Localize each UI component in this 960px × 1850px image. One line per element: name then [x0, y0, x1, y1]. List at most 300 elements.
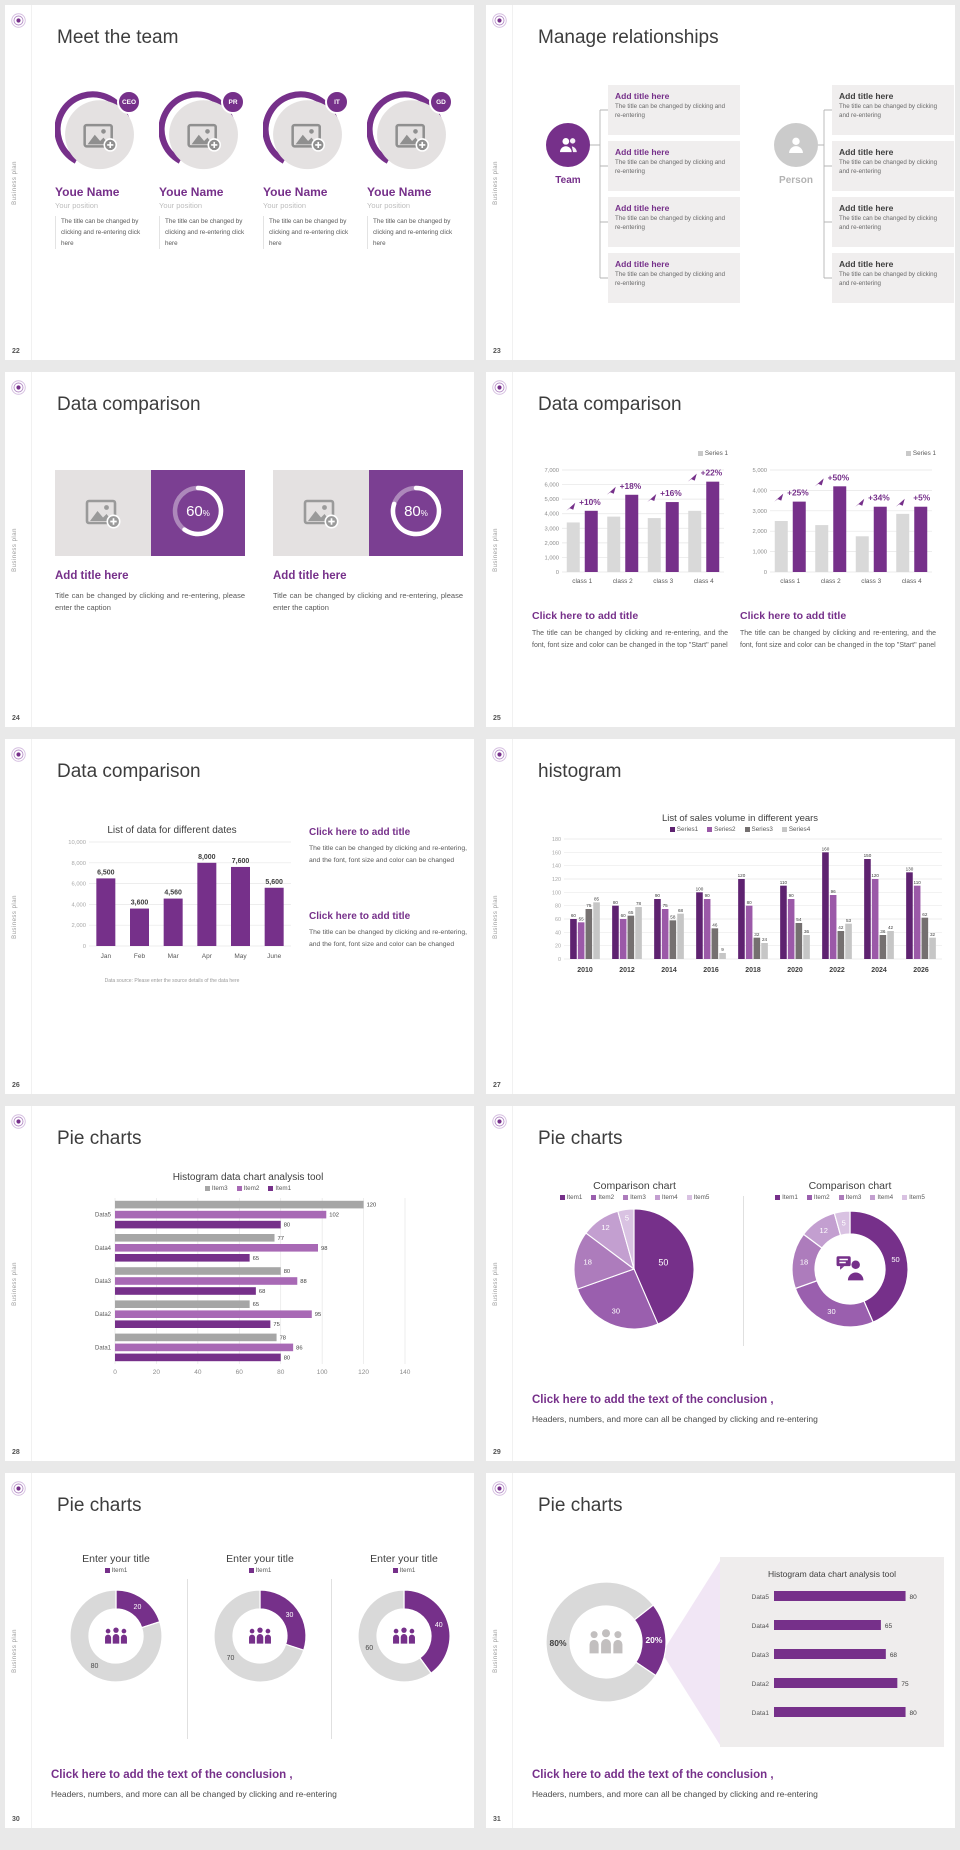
brand-logo-icon	[11, 1481, 26, 1496]
svg-text:Data2: Data2	[94, 1312, 111, 1319]
svg-text:24: 24	[761, 937, 768, 943]
svg-text:88: 88	[300, 1279, 307, 1285]
page-number: 27	[493, 1082, 501, 1089]
svg-text:4,560: 4,560	[164, 889, 182, 897]
svg-text:6,500: 6,500	[97, 869, 115, 877]
svg-text:75: 75	[662, 903, 668, 909]
svg-text:80: 80	[283, 1222, 291, 1229]
svg-text:class 1: class 1	[572, 578, 593, 585]
svg-text:80: 80	[746, 899, 752, 905]
slide-title: Pie charts	[57, 1495, 142, 1516]
slide-thumbnail-24[interactable]	[5, 372, 474, 727]
svg-text:54: 54	[796, 917, 802, 923]
slide-title: Meet the team	[57, 27, 179, 48]
svg-text:5: 5	[624, 1213, 630, 1223]
avatar	[55, 91, 139, 175]
svg-text:78: 78	[279, 1335, 287, 1342]
member-position: Your position	[263, 201, 307, 210]
svg-text:0: 0	[558, 957, 561, 963]
brand-logo-icon	[492, 1481, 507, 1496]
svg-text:32: 32	[929, 931, 936, 937]
svg-text:102: 102	[329, 1212, 339, 1219]
slide-title: Data comparison	[538, 394, 682, 415]
item-title: Add title here	[615, 203, 670, 213]
svg-text:3,600: 3,600	[130, 899, 149, 907]
item-body: The title can be changed by clicking and re-entering	[839, 103, 938, 119]
svg-text:46: 46	[712, 922, 718, 928]
svg-text:class 1: class 1	[780, 578, 801, 585]
svg-text:40: 40	[194, 1369, 202, 1376]
svg-text:+10%: +10%	[579, 496, 601, 507]
svg-text:86: 86	[296, 1345, 303, 1352]
svg-text:80: 80	[909, 1710, 917, 1717]
member-name: Youe Name	[367, 185, 432, 199]
svg-text:6,000: 6,000	[71, 881, 86, 888]
svg-text:+22%: +22%	[700, 467, 723, 478]
svg-text:50: 50	[658, 1257, 669, 1268]
svg-text:2,000: 2,000	[544, 540, 559, 547]
svg-text:30: 30	[611, 1306, 621, 1316]
conclusion-title: Click here to add the text of the conclusion ,	[532, 1769, 774, 1781]
svg-text:3,000: 3,000	[752, 508, 767, 515]
svg-text:60: 60	[570, 913, 577, 919]
member-description: The title can be changed by clicking and re-entering click here	[263, 216, 355, 249]
svg-text:110: 110	[913, 879, 921, 885]
svg-text:95: 95	[314, 1312, 322, 1319]
conclusion-body: Headers, numbers, and more can all be changed by clicking and re-entering	[532, 1789, 818, 1799]
svg-text:60: 60	[620, 913, 626, 919]
svg-text:180: 180	[552, 837, 561, 843]
slide-title: Data comparison	[57, 761, 201, 782]
member-position: Your position	[159, 201, 203, 210]
svg-text:Mar: Mar	[167, 953, 179, 960]
brand-logo-icon	[11, 13, 26, 28]
svg-text:Data5: Data5	[751, 1594, 769, 1601]
image-placeholder-icon	[55, 470, 151, 556]
stat-card	[273, 470, 463, 556]
slide-title: Pie charts	[538, 1495, 623, 1516]
slide-title: histogram	[538, 761, 622, 782]
svg-text:class 4: class 4	[901, 578, 922, 585]
relationship-item	[608, 141, 740, 191]
team-member-card	[55, 91, 147, 249]
svg-text:80%: 80%	[404, 502, 428, 520]
member-name: Youe Name	[55, 185, 120, 199]
svg-text:Jan: Jan	[100, 953, 112, 960]
svg-text:Apr: Apr	[201, 953, 212, 960]
donut-chart-3: Enter your title Item1 40 60	[337, 1553, 471, 1701]
relationship-item	[608, 197, 740, 247]
brand-logo-icon	[11, 380, 26, 395]
svg-text:30: 30	[285, 1612, 294, 1620]
svg-text:68: 68	[889, 1652, 898, 1659]
item-body: The title can be changed by clicking and re-entering	[839, 159, 938, 175]
rail-label: Business plan	[493, 160, 499, 205]
svg-text:4,000: 4,000	[544, 511, 559, 518]
svg-text:18: 18	[799, 1257, 809, 1267]
vertical-divider	[187, 1579, 188, 1739]
brand-logo-icon	[492, 380, 507, 395]
slide-rail	[5, 739, 32, 1094]
svg-text:class 3: class 3	[861, 578, 882, 585]
vertical-divider	[743, 1196, 744, 1346]
slide-rail	[486, 1106, 513, 1461]
svg-text:2016: 2016	[703, 967, 719, 974]
person-label: Person	[779, 175, 813, 186]
slide-rail	[5, 372, 32, 727]
svg-text:+50%: +50%	[827, 472, 850, 483]
svg-text:2014: 2014	[661, 967, 677, 974]
item-body: The title can be changed by clicking and re-entering	[839, 271, 938, 287]
svg-text:75: 75	[273, 1322, 280, 1329]
svg-text:90: 90	[704, 893, 710, 899]
svg-text:160: 160	[552, 850, 561, 857]
role-badge: IT	[325, 90, 349, 114]
svg-text:10,000: 10,000	[68, 840, 86, 846]
slide-rail	[486, 5, 513, 360]
svg-text:68: 68	[258, 1289, 266, 1295]
slide-title: Data comparison	[57, 394, 201, 415]
svg-text:class 4: class 4	[693, 578, 714, 585]
slide-rail	[486, 739, 513, 1094]
svg-text:80: 80	[612, 899, 619, 905]
rail-label: Business plan	[12, 527, 18, 572]
svg-text:90: 90	[654, 893, 661, 899]
image-placeholder-icon	[263, 162, 347, 179]
page-number: 22	[12, 348, 20, 355]
member-description: The title can be changed by clicking and re-entering click here	[159, 216, 251, 249]
relationship-item	[832, 197, 954, 247]
svg-text:65: 65	[252, 1302, 260, 1309]
relationship-item	[832, 253, 954, 303]
member-description: The title can be changed by clicking and re-entering click here	[55, 216, 147, 249]
page-number: 30	[12, 1816, 20, 1823]
svg-text:36: 36	[803, 929, 810, 935]
svg-text:2026: 2026	[913, 967, 929, 974]
comparison-donut-chart: Comparison chart Item1 Item2 Item3 Item4 Item5 50 30 18 12 5	[750, 1180, 950, 1340]
relationship-item	[832, 141, 954, 191]
svg-text:0: 0	[82, 944, 86, 950]
svg-text:55: 55	[578, 916, 584, 922]
svg-text:Data1: Data1	[94, 1345, 111, 1352]
svg-text:class 2: class 2	[820, 578, 841, 585]
svg-text:9: 9	[721, 947, 724, 953]
svg-text:42: 42	[887, 925, 894, 931]
svg-text:120: 120	[552, 877, 561, 883]
member-position: Your position	[55, 201, 99, 210]
vertical-divider	[331, 1579, 332, 1739]
donut-chart-2: Enter your title Item1 30 70	[193, 1553, 327, 1701]
svg-text:+25%: +25%	[787, 487, 809, 498]
page-number: 31	[493, 1816, 501, 1823]
card-title: Add title here	[273, 570, 347, 582]
slide-rail	[5, 5, 32, 360]
svg-text:6,000: 6,000	[544, 482, 559, 489]
slide-thumbnail-28[interactable]	[5, 1106, 474, 1461]
svg-text:80: 80	[283, 1355, 291, 1362]
svg-text:Feb: Feb	[133, 953, 146, 960]
svg-text:2010: 2010	[577, 967, 593, 974]
share-donut-chart	[536, 1557, 686, 1732]
mini-bar-chart: Histogram data chart analysis tool 80 Data5 65 Data4 68 Data3 75 Data2 80 Data1	[751, 1569, 917, 1717]
svg-text:36: 36	[880, 929, 886, 935]
svg-text:130: 130	[905, 866, 914, 872]
item-body: The title can be changed by clicking and re-entering	[615, 103, 726, 119]
svg-text:75: 75	[901, 1681, 909, 1688]
svg-text:5,600: 5,600	[265, 878, 283, 886]
svg-text:8,000: 8,000	[71, 860, 86, 867]
caption-title: Click here to add title	[309, 911, 411, 922]
svg-text:70: 70	[226, 1654, 235, 1662]
item-title: Add title here	[839, 259, 894, 269]
team-member-card	[159, 91, 251, 249]
item-body: The title can be changed by clicking and re-entering	[615, 215, 726, 231]
svg-text:2018: 2018	[745, 967, 761, 974]
caption-title: Click here to add title	[740, 610, 847, 622]
slide-thumbnail-22[interactable]	[5, 5, 474, 360]
item-title: Add title here	[839, 91, 894, 101]
svg-text:160: 160	[821, 846, 830, 852]
svg-text:2024: 2024	[871, 967, 887, 974]
slide-thumbnail-26[interactable]	[5, 739, 474, 1094]
svg-text:class 2: class 2	[612, 578, 633, 585]
month-bar-chart: List of data for different dates 0 2,000 4,000 6,000 8,000 10,000 6,500 Jan 3,600 Feb 4,560 Mar 8,000 Apr 7,600 May 5,600 June Data source: Please enter the source details of the data here	[68, 825, 283, 984]
svg-text:30: 30	[827, 1307, 836, 1317]
card-body: Title can be changed by clicking and re-entering, please enter the caption	[273, 591, 463, 613]
svg-text:2022: 2022	[829, 967, 845, 974]
slide-rail	[5, 1473, 32, 1828]
relationship-item	[608, 85, 740, 135]
rail-label: Business plan	[493, 527, 499, 572]
item-title: Add title here	[839, 203, 894, 213]
svg-text:12: 12	[819, 1226, 828, 1236]
svg-text:Data1: Data1	[751, 1710, 769, 1717]
caption-body: The title can be changed by clicking and re-entering, and the font, font size and color can be changed in the top "Start" panel	[740, 630, 936, 649]
svg-text:60: 60	[555, 917, 561, 923]
svg-text:75: 75	[586, 903, 592, 909]
svg-text:80: 80	[909, 1594, 917, 1601]
svg-text:12: 12	[601, 1222, 610, 1232]
comparison-pie-chart: Comparison chart Item1 Item2 Item3 Item4 Item5 50 30 18 12 5	[532, 1180, 737, 1340]
image-placeholder-icon	[367, 162, 451, 179]
caption-body: The title can be changed by clicking and re-entering, and the font, font size and color can be changed in the top "Start" panel	[532, 630, 728, 649]
svg-text:Data3: Data3	[94, 1279, 111, 1285]
slide-thumbnail-29[interactable]	[486, 1106, 955, 1461]
relationship-item	[608, 253, 740, 303]
svg-text:42: 42	[838, 925, 844, 931]
caption-title: Click here to add title	[532, 610, 639, 622]
svg-text:65: 65	[252, 1255, 260, 1262]
person-hub	[774, 123, 818, 167]
caption-body: The title can be changed by clicking and re-entering, and the font, font size and color can be changed	[309, 929, 467, 948]
conclusion-body: Headers, numbers, and more can all be changed by clicking and re-entering	[51, 1789, 337, 1799]
progress-ring-60	[166, 479, 230, 548]
svg-text:58: 58	[670, 914, 676, 920]
svg-text:65: 65	[628, 909, 634, 915]
analysis-panel	[720, 1557, 944, 1747]
image-placeholder-icon	[273, 470, 369, 556]
svg-text:20%: 20%	[645, 1634, 663, 1645]
svg-text:78: 78	[635, 901, 642, 907]
svg-text:20: 20	[152, 1369, 161, 1376]
svg-text:62: 62	[922, 911, 928, 917]
svg-text:0: 0	[113, 1369, 117, 1376]
svg-text:2,000: 2,000	[71, 923, 86, 930]
svg-text:68: 68	[677, 907, 684, 913]
page-number: 29	[493, 1449, 501, 1456]
rail-label: Business plan	[12, 160, 18, 205]
svg-text:4,000: 4,000	[752, 488, 767, 495]
page-number: 25	[493, 715, 501, 722]
svg-text:32: 32	[754, 931, 760, 937]
card-title: Add title here	[55, 570, 129, 582]
svg-text:2012: 2012	[619, 967, 635, 974]
rail-label: Business plan	[12, 1261, 18, 1306]
svg-text:+16%: +16%	[660, 488, 682, 499]
svg-text:2,000: 2,000	[752, 529, 767, 536]
item-title: Add title here	[839, 147, 894, 157]
role-badge: PR	[221, 90, 245, 114]
member-name: Youe Name	[263, 185, 328, 199]
page-number: 24	[12, 715, 20, 722]
svg-text:90: 90	[788, 893, 794, 899]
svg-text:120: 120	[366, 1202, 377, 1209]
svg-text:80%: 80%	[549, 1638, 567, 1649]
svg-text:140: 140	[399, 1369, 411, 1376]
svg-text:100: 100	[316, 1369, 328, 1376]
svg-text:June: June	[267, 953, 282, 960]
slide-thumbnail-27[interactable]	[486, 739, 955, 1094]
card-body: Title can be changed by clicking and re-entering, please enter the caption	[55, 591, 245, 613]
rail-label: Business plan	[493, 1628, 499, 1673]
member-position: Your position	[367, 201, 411, 210]
svg-text:98: 98	[321, 1245, 328, 1252]
svg-text:2020: 2020	[787, 967, 803, 974]
avatar	[367, 91, 451, 175]
team-hub	[546, 123, 590, 167]
slide-thumbnail-23[interactable]	[486, 5, 955, 360]
slide-rail	[486, 1473, 513, 1828]
svg-text:20: 20	[555, 943, 561, 950]
svg-text:4,000: 4,000	[71, 902, 86, 909]
svg-text:96: 96	[830, 889, 836, 895]
svg-text:77: 77	[277, 1235, 284, 1242]
svg-text:class 3: class 3	[653, 578, 674, 585]
svg-text:5,000: 5,000	[544, 497, 559, 504]
conclusion-title: Click here to add the text of the conclusion ,	[532, 1394, 774, 1406]
member-description: The title can be changed by clicking and re-entering click here	[367, 216, 459, 249]
item-title: Add title here	[615, 147, 670, 157]
progress-ring-80	[384, 479, 448, 548]
svg-text:120: 120	[358, 1369, 370, 1376]
donut-chart-1: Enter your title Item1 20 80	[49, 1553, 183, 1701]
svg-text:60: 60	[235, 1369, 243, 1376]
horizontal-bar-chart: Histogram data chart analysis tool Item3 Item2 Item1 0 20 40 60 80 100 120 140 120 102 80 Data5 77 98 65 Data4 80 88 68 Data3 65 95 75 Data2 78 86 80 Data1	[94, 1172, 411, 1376]
svg-text:80: 80	[90, 1663, 99, 1671]
slide-rail	[486, 372, 513, 727]
svg-text:100: 100	[695, 886, 704, 892]
rail-label: Business plan	[493, 894, 499, 939]
item-body: The title can be changed by clicking and re-entering	[839, 215, 938, 231]
svg-text:7,600: 7,600	[231, 857, 250, 865]
slide-title: Pie charts	[57, 1128, 142, 1149]
slide-thumbnail-25[interactable]	[486, 372, 955, 727]
svg-text:60%: 60%	[186, 502, 210, 520]
svg-text:May: May	[234, 953, 247, 960]
grouped-column-chart: List of sales volume in different years Series1 Series2 Series3 Series4 0 20 40 60 80 100 120 140 160 180 60 55 75 85 2010 80 60 65 78 2012 90 75 58 68 2014 100 90 46 9 2016 120 80 32 24 2018 110 90 54 36 2020 160 96 42 53 2022 150 120 36 42 2024 130 110 62 32 2026	[552, 813, 936, 974]
svg-text:80: 80	[555, 903, 561, 910]
svg-text:120: 120	[871, 873, 879, 879]
relationship-item	[832, 85, 954, 135]
page-number: 23	[493, 348, 501, 355]
svg-text:150: 150	[863, 853, 872, 859]
slide-rail	[5, 1106, 32, 1461]
slide-thumbnail-30[interactable]	[5, 1473, 474, 1828]
svg-text:120: 120	[737, 873, 746, 879]
rail-label: Business plan	[12, 894, 18, 939]
svg-text:5: 5	[841, 1218, 846, 1228]
slide-title: Manage relationships	[538, 27, 719, 48]
brand-logo-icon	[11, 747, 26, 762]
item-body: The title can be changed by clicking and re-entering	[615, 159, 726, 175]
svg-text:3,000: 3,000	[544, 526, 559, 533]
svg-text:0: 0	[555, 570, 559, 576]
team-label: Team	[555, 175, 581, 186]
svg-text:65: 65	[884, 1623, 893, 1630]
svg-text:Data2: Data2	[751, 1681, 769, 1688]
svg-text:Data4: Data4	[94, 1245, 111, 1252]
role-badge: GD	[429, 90, 453, 114]
team-member-card	[367, 91, 459, 249]
rail-label: Business plan	[12, 1628, 18, 1673]
stat-card	[55, 470, 245, 556]
brand-logo-icon	[11, 1114, 26, 1129]
caption-title: Click here to add title	[309, 827, 411, 838]
image-placeholder-icon	[159, 162, 243, 179]
svg-text:1,000: 1,000	[752, 549, 767, 556]
svg-text:53: 53	[845, 917, 852, 923]
svg-text:110: 110	[779, 879, 788, 885]
bar-chart-left: Series 1 0 1,000 2,000 3,000 4,000 5,000 6,000 7,000 +10% class 1 +18% class 2 +16% class 3 +22% class 4	[544, 450, 728, 585]
item-body: The title can be changed by clicking and re-entering	[615, 271, 726, 287]
rail-label: Business plan	[493, 1261, 499, 1306]
svg-text:1,000: 1,000	[544, 555, 559, 562]
brand-logo-icon	[492, 747, 507, 762]
svg-text:Data5: Data5	[94, 1212, 111, 1219]
avatar	[263, 91, 347, 175]
svg-text:140: 140	[552, 863, 561, 870]
page-number: 28	[12, 1449, 20, 1456]
svg-text:80: 80	[283, 1269, 291, 1275]
svg-text:50: 50	[891, 1255, 900, 1265]
conclusion-title: Click here to add the text of the conclusion ,	[51, 1769, 293, 1781]
bar-chart-right: Series 1 0 1,000 2,000 3,000 4,000 5,000 +25% class 1 +50% class 2 +34% class 3 +5% class 4	[752, 450, 936, 585]
svg-text:40: 40	[555, 930, 561, 937]
svg-text:40: 40	[434, 1622, 443, 1630]
team-members	[55, 91, 459, 249]
image-placeholder-icon	[55, 162, 139, 179]
svg-text:60: 60	[365, 1644, 374, 1652]
role-badge: CEO	[117, 90, 141, 114]
slide-thumbnail-31[interactable]	[486, 1473, 955, 1828]
svg-text:Data4: Data4	[751, 1623, 769, 1630]
svg-text:8,000: 8,000	[198, 853, 216, 861]
svg-text:Data3: Data3	[751, 1652, 769, 1659]
item-title: Add title here	[615, 259, 670, 269]
brand-logo-icon	[492, 1114, 507, 1129]
svg-text:7,000: 7,000	[544, 468, 559, 474]
avatar	[159, 91, 243, 175]
